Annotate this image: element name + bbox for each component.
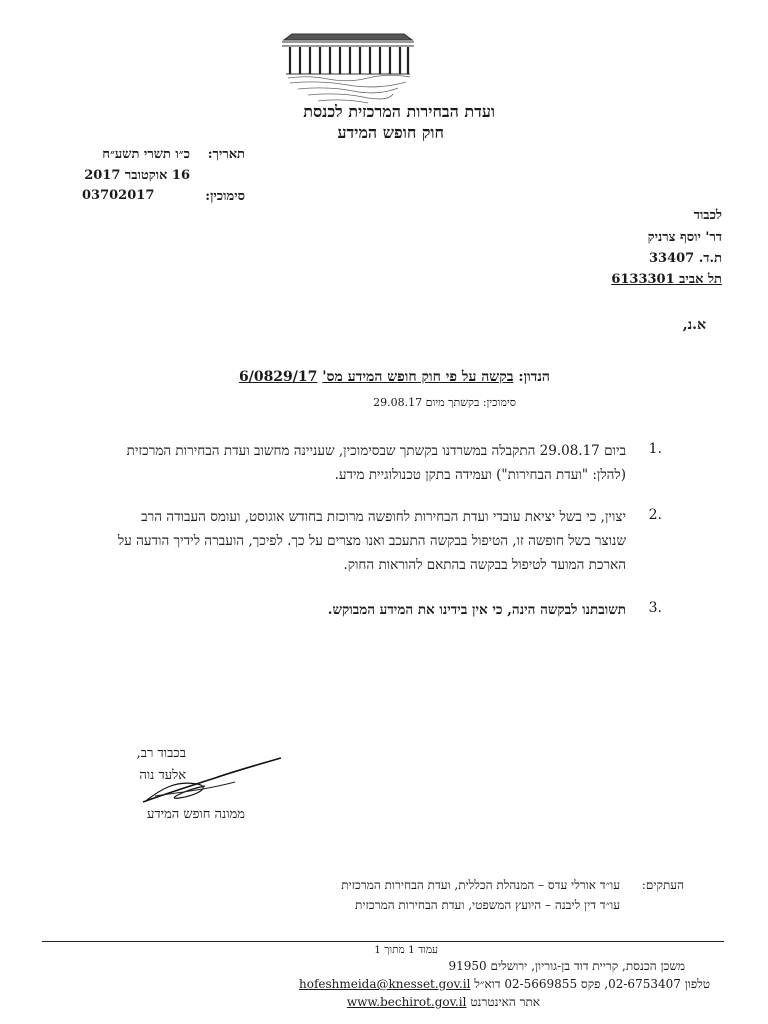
closing-regards: בכבוד רב, — [136, 746, 186, 761]
subject-prefix: הנדון: — [518, 369, 550, 385]
signer-name: אלעד נוה — [139, 768, 186, 783]
item-1-line-2: (להלן: "ועדת הבחירות") ועמידה בתקן טכנולוגיית מידע. — [334, 467, 626, 483]
email-link[interactable]: hofeshmeida@knesset.gov.il — [298, 977, 471, 991]
gregorian-date: 16 אוקטובר 2017 — [84, 168, 190, 183]
footer-contact-line: טלפון 02-6753407, פקס 02-5669855 דוא״ל hofeshmeida@knesset.gov.il — [298, 977, 710, 991]
item-number: 1. — [648, 441, 662, 457]
recipient-honorific: לכבוד — [693, 208, 722, 223]
recipient-name: דר' יוסף צרניק — [647, 230, 722, 245]
subject-text: בקשה על פי חוק חופש המידע מס' — [322, 369, 514, 385]
item-2-line-1: יצוין, כי בשל יציאת עובדי ועדת הבחירות לחופשה מרוכזת בחודש אוגוסט, ועומס העבודה הרב — [141, 509, 626, 525]
recipient-po-box: ת.ד. 33407 — [649, 251, 722, 266]
reference-line: סימוכין: בקשתך מיום 29.08.17 — [373, 396, 516, 409]
email-label: דוא״ל — [474, 977, 501, 991]
item-2-line-2: שנוצר בשל חופשה זו, הטיפול בבקשה התעכב ואנו מצרים על כך. לפיכך, הועברה לידיך הודעה על — [117, 533, 626, 549]
footer-divider — [42, 941, 724, 942]
date-label: תאריך: — [207, 147, 245, 162]
subject-number: 6/0829/17 — [238, 369, 318, 385]
fax-label: פקס — [580, 977, 601, 991]
copies-line-2: עו״ד דין ליבנה – היועץ המשפטי, ועדת הבחירות המרכזית — [355, 898, 620, 912]
item-1-line-1: ביום 29.08.17 התקבלה במשרדנו בקשתך שבסימוכין, שעניינה מחשוב ועדת הבחירות המרכזית — [126, 443, 626, 459]
copies-label: העתקים: — [641, 878, 684, 892]
organization-name: ועדת הבחירות המרכזית לכנסת — [303, 102, 495, 121]
website-link[interactable]: www.bechirot.gov.il — [346, 995, 467, 1009]
knesset-building-logo — [278, 28, 418, 112]
copies-line-1: עו״ד אורלי עדס – המנהלת הכללית, ועדת הבחירות המרכזית — [341, 878, 620, 892]
signer-title: ממונה חופש המידע — [147, 807, 245, 822]
footer-address: משכן הכנסת, קריית דוד בן-גוריון, ירושלים 91950 — [448, 959, 685, 973]
greeting: א.נ, — [682, 317, 706, 333]
phone-label: טלפון — [684, 977, 710, 991]
reference-number: 03702017 — [82, 188, 155, 203]
website-label: אתר האינטרנט — [470, 995, 540, 1009]
item-3-line-1: תשובתנו לבקשה הינה, כי אין בידינו את המידע המבוקש. — [327, 602, 626, 618]
footer-website-line — [240, 995, 540, 1010]
subject-line — [150, 369, 550, 386]
item-number: 3. — [648, 600, 662, 616]
organization-subtitle: חוק חופש המידע — [337, 123, 444, 142]
page-number: עמוד 1 מתוך 1 — [374, 944, 438, 956]
recipient-city-zip: תל אביב 6133301 — [611, 272, 722, 287]
item-2-line-3: הארכת המועד לטיפול בבקשה בהתאם להוראות החוק. — [343, 557, 626, 573]
fax-number: 02-5669855 — [504, 977, 578, 991]
item-number: 2. — [648, 507, 662, 523]
hebrew-date: כ״ו תשרי תשע״ח — [102, 147, 190, 162]
handwritten-signature — [135, 750, 285, 810]
reference-label: סימוכין: — [205, 189, 245, 204]
phone-number: 02-6753407 — [608, 977, 681, 991]
